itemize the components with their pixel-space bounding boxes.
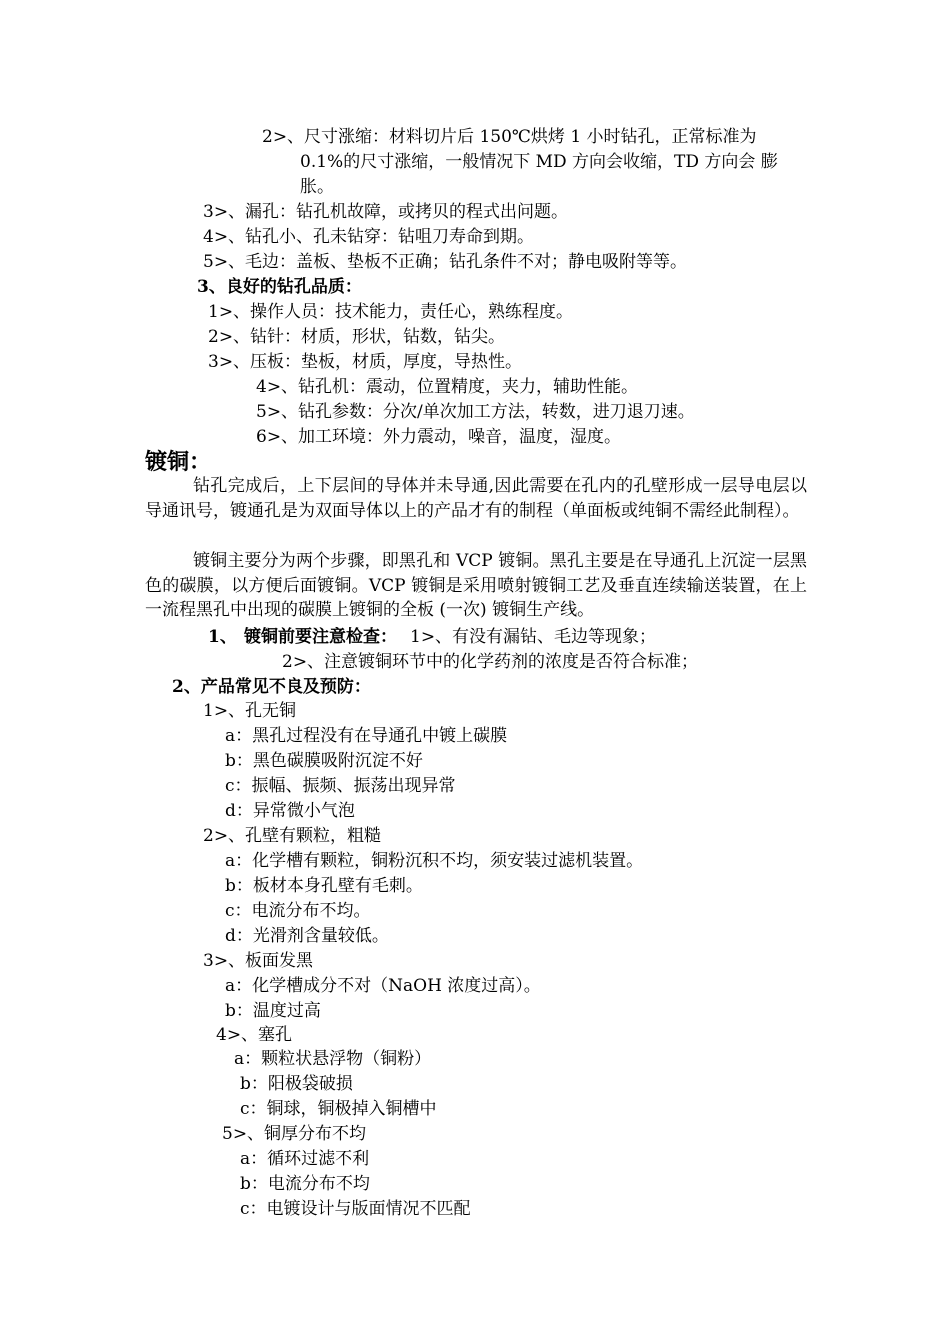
good-quality-item: 4>、钻孔机：震动，位置精度，夹力，辅助性能。 [256,377,639,397]
defects-heading: 2、产品常见不良及预防： [172,677,371,697]
check-item: 2>、注意镀铜环节中的化学药剂的浓度是否符合标准； [282,652,699,672]
good-quality-item: 1>、操作人员：技术能力，责任心，熟练程度。 [208,302,574,322]
defect-cause: a：化学槽成分不对（NaOH 浓度过高）。 [225,976,541,996]
defect-cause: a：化学槽有颗粒，铜粉沉积不均，须安装过滤机装置。 [225,851,644,871]
defect-cause: a：颗粒状悬浮物（铜粉） [234,1049,432,1069]
defect-item: 4>、塞孔 [216,1025,293,1045]
defect-cause: a：循环过滤不利 [240,1149,370,1169]
good-quality-item: 3>、压板：垫板，材质，厚度，导热性。 [208,352,523,372]
defect-item: 5>、铜厚分布不均 [222,1124,367,1144]
defect-cause: b：阳极袋破损 [240,1074,353,1094]
defect-cause: b：温度过高 [225,1001,321,1021]
defect-cause: a：黑孔过程没有在导通孔中镀上碳膜 [225,726,508,746]
drill-defect-burr: 5>、毛边：盖板、垫板不正确；钻孔条件不对；静电吸附等等。 [203,252,688,272]
drill-defect-missing-hole: 3>、漏孔：钻孔机故障，或拷贝的程式出问题。 [203,202,569,222]
good-quality-heading: 3、良好的钻孔品质： [197,277,362,297]
drill-defect-size-change-line3: 胀。 [300,177,334,197]
good-quality-item: 5>、钻孔参数：分次/单次加工方法，转数，进刀退刀速。 [256,402,695,422]
good-quality-item: 2>、钻针：材质，形状，钻数，钻尖。 [208,327,506,347]
section-title-plating: 镀铜： [145,449,212,475]
defect-item: 1>、孔无铜 [203,701,297,721]
check-number: 1、 [208,627,237,647]
drill-defect-size-change-line2: 0.1%的尺寸涨缩，一般情况下 MD 方向会收缩，TD 方向会 膨 [300,152,778,172]
defect-cause: b：黑色碳膜吸附沉淀不好 [225,751,423,771]
defect-cause: b：板材本身孔壁有毛刺。 [225,876,423,896]
defect-item: 2>、孔壁有颗粒，粗糙 [203,826,382,846]
plating-steps-paragraph: 镀铜主要分为两个步骤，即黑孔和 VCP 镀铜。黑孔主要是在导通孔上沉淀一层黑色的碳膜，以方便后面镀铜。VCP 镀铜是采用喷射镀铜工艺及垂直连续输送装置，在上一流程黑孔中出现的碳膜上镀铜的全板 (一次) 镀铜生产线。 [145,551,807,620]
drill-defect-size-change-line1: 2>、尺寸涨缩：材料切片后 150℃烘烤 1 小时钻孔，正常标准为 [262,127,757,147]
defect-cause: c：振幅、振频、振荡出现异常 [225,776,456,796]
defect-cause: c：铜球，铜极掉入铜槽中 [240,1099,437,1119]
defect-item: 3>、板面发黑 [203,951,314,971]
defect-cause: b：电流分布不均 [240,1174,370,1194]
plating-intro-paragraph: 钻孔完成后，上下层间的导体并未导通,因此需要在孔内的孔壁形成一层导电层以导通讯号，镀通孔是为双面导体以上的产品才有的制程（单面板或纯铜不需经此制程）。 [145,476,807,521]
defect-cause: c：电镀设计与版面情况不匹配 [240,1199,471,1219]
drill-defect-small-hole: 4>、钻孔小、孔未钻穿：钻咀刀寿命到期。 [203,227,535,247]
defect-cause: c：电流分布不均。 [225,901,371,921]
defect-cause: d：光滑剂含量较低。 [225,926,389,946]
defect-cause: d：异常微小气泡 [225,801,355,821]
good-quality-item: 6>、加工环境：外力震动，噪音，温度，湿度。 [256,427,622,447]
check-item: 1>、有没有漏钻、毛边等现象； [410,627,657,647]
check-heading: 镀铜前要注意检查： [244,627,397,647]
